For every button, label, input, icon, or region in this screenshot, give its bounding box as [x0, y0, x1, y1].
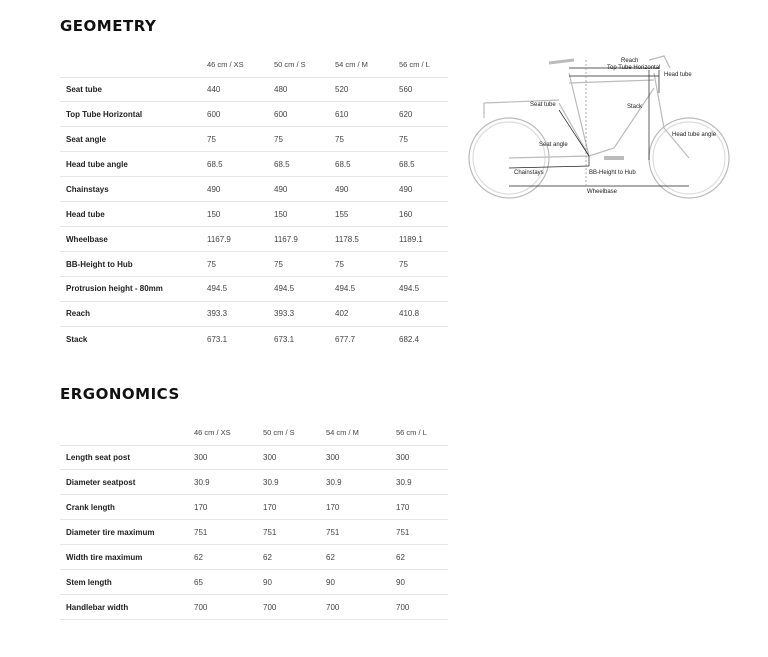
ergonomics-cell: 170 — [396, 502, 410, 512]
seat-tube-label: Seat tube — [530, 102, 556, 108]
ergonomics-cell: 300 — [326, 452, 340, 462]
ergonomics-cell: 300 — [263, 452, 277, 462]
ergonomics-row — [60, 520, 448, 545]
ergonomics-row-label: Handlebar width — [66, 602, 129, 612]
geometry-size-header: 54 cm / M — [335, 59, 368, 69]
ergonomics-cell: 751 — [396, 527, 410, 537]
geometry-row-label: Seat angle — [66, 134, 107, 144]
top-tube-label: Top Tube Horizontal — [607, 65, 661, 71]
geometry-cell: 155 — [335, 209, 349, 219]
geometry-cell: 68.5 — [335, 159, 351, 169]
stack-label: Stack — [627, 104, 643, 110]
ergonomics-cell: 700 — [194, 602, 208, 612]
ergonomics-cell: 700 — [326, 602, 340, 612]
geometry-cell: 1167.9 — [207, 234, 231, 244]
geometry-row-label: Protrusion height - 80mm — [66, 284, 163, 294]
ergonomics-row-label: Stem length — [66, 577, 112, 587]
geometry-cell: 490 — [335, 184, 349, 194]
ergonomics-size-header: 50 cm / S — [263, 427, 295, 437]
ergonomics-size-header: 56 cm / L — [396, 427, 427, 437]
geometry-cell: 160 — [399, 209, 413, 219]
geometry-cell: 75 — [207, 259, 216, 269]
ergonomics-cell: 62 — [326, 552, 335, 562]
ergonomics-cell: 62 — [396, 552, 405, 562]
geometry-cell: 410.8 — [399, 309, 420, 319]
geometry-row-label: Seat tube — [66, 84, 103, 94]
ergonomics-cell: 700 — [263, 602, 277, 612]
geometry-cell: 75 — [207, 134, 216, 144]
geometry-row-label: BB-Height to Hub — [66, 259, 133, 269]
geometry-row — [60, 326, 448, 351]
ergonomics-cell: 170 — [194, 502, 208, 512]
geometry-cell: 1167.9 — [274, 234, 298, 244]
seat-angle-label: Seat angle — [539, 142, 568, 148]
ergonomics-cell: 90 — [263, 577, 272, 587]
ergonomics-cell: 751 — [263, 527, 277, 537]
geometry-row-label: Head tube — [66, 209, 105, 219]
ergonomics-header-blank — [60, 420, 194, 445]
geometry-row — [60, 102, 448, 127]
geometry-cell: 75 — [335, 259, 344, 269]
geometry-row — [60, 77, 448, 102]
geometry-cell: 150 — [207, 209, 221, 219]
geometry-cell: 1178.5 — [335, 234, 359, 244]
geometry-cell: 682.4 — [399, 334, 420, 344]
ergonomics-cell: 700 — [396, 602, 410, 612]
ergonomics-cell: 65 — [194, 577, 203, 587]
ergonomics-cell: 30.9 — [396, 477, 412, 487]
ergonomics-size-header: 46 cm / XS — [194, 427, 231, 437]
geometry-cell: 490 — [207, 184, 221, 194]
top-tube — [569, 80, 654, 83]
geometry-cell: 75 — [274, 259, 283, 269]
geometry-cell: 75 — [274, 134, 283, 144]
geometry-row-label: Wheelbase — [66, 234, 108, 244]
geometry-row — [60, 127, 448, 152]
geometry-row — [60, 301, 448, 326]
geometry-row-label: Head tube angle — [66, 159, 128, 169]
saddle — [549, 60, 574, 63]
ergonomics-cell: 30.9 — [263, 477, 279, 487]
geometry-size-header: 56 cm / L — [399, 59, 430, 69]
ergonomics-cell: 30.9 — [194, 477, 210, 487]
ergonomics-row-label: Length seat post — [66, 452, 131, 462]
geometry-title: GEOMETRY — [60, 17, 157, 35]
geometry-row — [60, 277, 448, 302]
geometry-cell: 494.5 — [399, 284, 420, 294]
geometry-row-label: Chainstays — [66, 184, 109, 194]
ergonomics-cell: 30.9 — [326, 477, 342, 487]
ergonomics-table — [60, 420, 448, 620]
ergonomics-cell: 170 — [326, 502, 340, 512]
geometry-cell: 75 — [399, 134, 408, 144]
geometry-cell: 75 — [335, 134, 344, 144]
wheelbase-label: Wheelbase — [587, 189, 618, 195]
geometry-cell: 494.5 — [274, 284, 295, 294]
ergonomics-title: ERGONOMICS — [60, 385, 180, 403]
ergonomics-cell: 170 — [263, 502, 277, 512]
geometry-cell: 600 — [207, 109, 221, 119]
geometry-cell: 490 — [399, 184, 413, 194]
chainstays-label: Chainstays — [514, 170, 544, 176]
geometry-cell: 68.5 — [207, 159, 223, 169]
geometry-cell: 560 — [399, 84, 413, 94]
ergonomics-row — [60, 470, 448, 495]
geometry-row-label: Stack — [66, 334, 88, 344]
geometry-cell: 402 — [335, 309, 349, 319]
geometry-cell: 600 — [274, 109, 288, 119]
head-tube-label: Head tube — [664, 72, 692, 78]
ergonomics-cell: 90 — [326, 577, 335, 587]
geometry-table-body — [60, 77, 448, 351]
geometry-row — [60, 202, 448, 227]
geometry-row — [60, 152, 448, 177]
ergonomics-row — [60, 545, 448, 570]
ergonomics-cell: 751 — [194, 527, 208, 537]
geometry-cell: 150 — [274, 209, 288, 219]
ergonomics-cell: 300 — [396, 452, 410, 462]
geometry-row-label: Reach — [66, 309, 91, 319]
bike-geometry-diagram — [464, 48, 754, 218]
ergonomics-row — [60, 570, 448, 595]
ergonomics-row-label: Crank length — [66, 502, 115, 512]
geometry-cell: 68.5 — [274, 159, 290, 169]
geometry-row — [60, 252, 448, 277]
head-tube-angle-label: Head tube angle — [672, 132, 717, 138]
down-tube — [589, 88, 654, 156]
geometry-header-blank — [60, 52, 207, 77]
geometry-row-label: Top Tube Horizontal — [66, 109, 143, 119]
geometry-cell: 677.7 — [335, 334, 356, 344]
geometry-row — [60, 227, 448, 252]
geometry-cell: 393.3 — [207, 309, 228, 319]
geometry-size-header: 46 cm / XS — [207, 59, 244, 69]
chainstays-line — [509, 166, 589, 168]
ergonomics-size-header: 54 cm / M — [326, 427, 359, 437]
geometry-table — [60, 52, 448, 351]
seat-tube-measure-line — [559, 110, 589, 156]
geometry-cell: 75 — [399, 259, 408, 269]
measure-lines — [509, 60, 689, 188]
ergonomics-cell: 751 — [326, 527, 340, 537]
geometry-cell: 494.5 — [335, 284, 356, 294]
ergonomics-cell: 90 — [396, 577, 405, 587]
geometry-cell: 480 — [274, 84, 288, 94]
geometry-cell: 393.3 — [274, 309, 295, 319]
ergonomics-table-body — [60, 445, 448, 620]
geometry-cell: 1189.1 — [399, 234, 423, 244]
geometry-cell: 620 — [399, 109, 413, 119]
geometry-cell: 68.5 — [399, 159, 415, 169]
geometry-row — [60, 177, 448, 202]
geometry-cell: 520 — [335, 84, 349, 94]
geometry-size-header: 50 cm / S — [274, 59, 306, 69]
ergonomics-row-label: Diameter seatpost — [66, 477, 136, 487]
geometry-cell: 673.1 — [274, 334, 295, 344]
ergonomics-cell: 62 — [263, 552, 272, 562]
ergonomics-row-label: Diameter tire maximum — [66, 527, 155, 537]
ergonomics-row — [60, 595, 448, 620]
geometry-cell: 440 — [207, 84, 221, 94]
ergonomics-cell: 62 — [194, 552, 203, 562]
reach-label: Reach — [621, 58, 639, 64]
chainstay-seatstay — [509, 103, 589, 158]
geometry-cell: 494.5 — [207, 284, 228, 294]
geometry-cell: 490 — [274, 184, 288, 194]
ergonomics-row-label: Width tire maximum — [66, 552, 143, 562]
ergonomics-row — [60, 495, 448, 520]
geometry-cell: 673.1 — [207, 334, 228, 344]
geometry-cell: 610 — [335, 109, 349, 119]
geometry-header-row — [60, 52, 448, 77]
ergonomics-header-row — [60, 420, 448, 445]
ergonomics-row — [60, 445, 448, 470]
bb-height-label: BB-Height to Hub — [589, 170, 636, 176]
ergonomics-cell: 300 — [194, 452, 208, 462]
